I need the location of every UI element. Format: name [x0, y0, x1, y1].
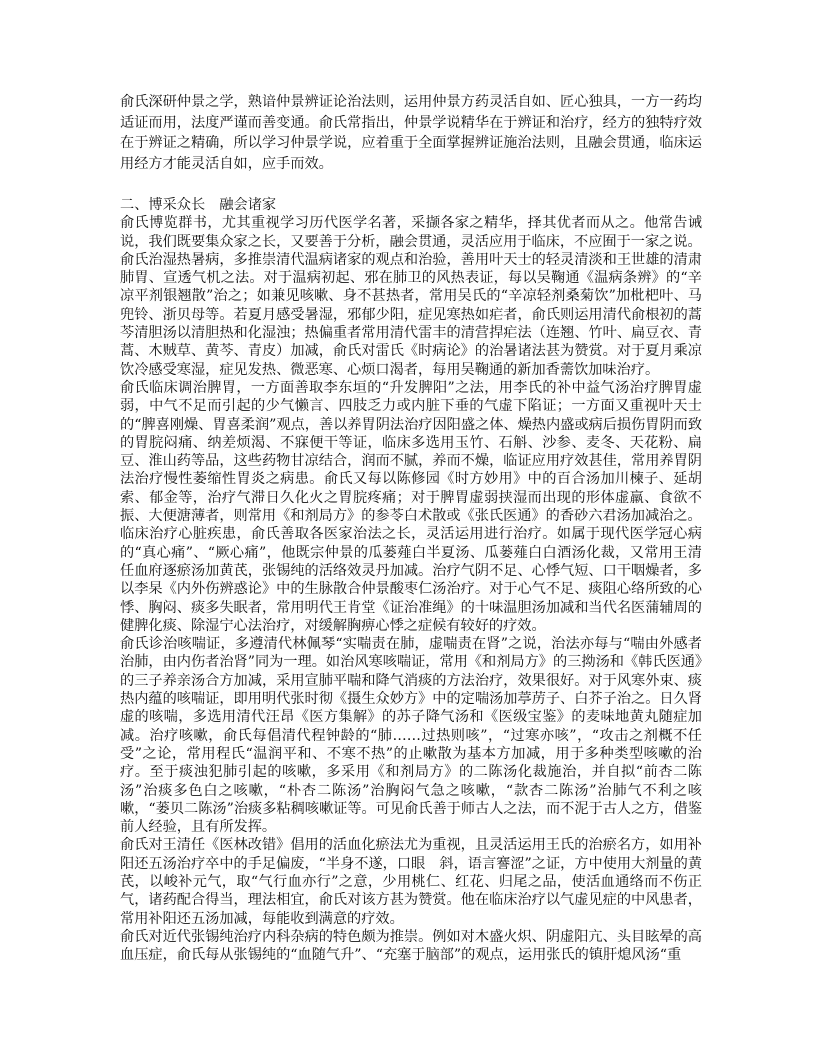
paragraph: 俞氏临床调治脾胃，一方面善取李东垣的“升发脾阳”之法，用李氏的补中益气汤治疗脾胃虚弱，中气不足而引起的少气懒言、四肢乏力或内脏下垂的气虚下陷证；一方面又重视叶天士的“脾喜刚燥、胃喜柔润”观点，善以养胃阴法治疗因阳盛之体、燥热内盛或病后损伤胃阴而致的胃脘闷痛、纳差烦渴、不寐便干等证，临床多选用玉竹、石斛、沙参、麦冬、天花粉、扁豆、淮山药等品，这些药物甘凉结合，润而不腻，养而不燥，临证应用疗效甚佳，常用养胃阴法治疗慢性萎缩性胃炎之病患。俞氏又每以陈修园《时方妙用》中的百合汤加川楝子、延胡索、郁金等，治疗气滞日久化火之胃脘疼痛；对于脾胃虚弱挟湿而出现的形体虚羸、食欲不振、大便溏薄者，则常用《和剂局方》的参苓白术散或《张氏医通》的香砂六君汤加减治之。	[120, 379, 703, 525]
section-heading: 二、博采众长 融会诸家	[120, 197, 277, 213]
paragraph: 俞氏对近代张锡纯治疗内科杂病的特色颇为推崇。例如对木盛火炽、阴虚阳亢、头目眩晕的高血压症，俞氏每从张锡纯的“血随气升”、“充塞于脑部”的观点，运用张氏的镇肝熄风汤“重	[120, 928, 702, 964]
intro-paragraph: 俞氏深研仲景之学，熟谙仲景辨证论治法则，运用仲景方药灵活自如、匠心独具，一方一药均适证而用，法度严谨而善变通。俞氏常指出，仲景学说精华在于辨证和治疗，经方的独特疗效在于辨证之精确，所以学习仲景学说，应着重于全面掌握辨证施治法则，且融会贯通，临床运用经方才能灵活自如，应手而效。	[120, 94, 702, 172]
paragraph: 俞氏诊治咳喘证，多遵清代林佩琴“实喘责在肺，虚喘责在肾”之说，治法亦每与“喘由外感者治肺，由内伤者治肾”同为一理。如治风寒咳喘证，常用《和剂局方》的三拗汤和《韩氏医通》的三子养亲汤合方加减，采用宣肺平喘和降气消痰的方法治疗，效果很好。对于风寒外束、痰热内蕴的咳喘证，即用明代张时彻《摄生众妙方》中的定喘汤加葶苈子、白芥子治之。日久肾虚的咳喘，多选用清代汪昂《医方集解》的苏子降气汤和《医级宝鉴》的麦味地黄丸随症加减。治疗咳嗽，俞氏每倡清代程钟龄的“肺……过热则咳”，“过寒亦咳”，“攻击之剂概不任受”之论，常用程氏“温润平和、不寒不热”的止嗽散为基本方加减，用于多种类型咳嗽的治疗。至于痰浊犯肺引起的咳嗽，多采用《和剂局方》的二陈汤化裁施治，并自拟“前杏二陈汤”治痰多色白之咳嗽，“朴杏二陈汤”治胸闷气急之咳嗽，“款杏二陈汤”治肺气不利之咳嗽，“蒌贝二陈汤”治痰多粘稠咳嗽证等。可见俞氏善于师古人之法，而不泥于古人之方，借鉴前人经验，且有所发挥。	[120, 636, 703, 836]
paragraph: 俞氏对王清任《医林改错》倡用的活血化瘀法尤为重视，且灵活运用王氏的治瘀名方，如用补阳还五汤治疗卒中的手足偏废，“半身不遂，口眼 斜，语言謇涩”之证，方中使用大剂量的黄芪，以峻补元气，取“气行血亦行”之意，少用桃仁、红花、归尾之品，使活血通络而不伤正气，诸药配合得当，理法相宜，俞氏对该方甚为赞赏。他在临床治疗以气虚见症的中风患者，常用补阳还五汤加减，每能收到满意的疗效。	[120, 837, 703, 927]
paragraph: 俞氏治湿热暑病，多推崇清代温病诸家的观点和治验，善用叶天士的轻灵清淡和王世雄的清肃肺胃、宣透气机之法。对于温病初起、邪在肺卫的风热表证，每以吴鞠通《温病条辨》的“辛凉平剂银翘散”治之；如兼见咳嗽、身不甚热者，常用吴氏的“辛凉轻剂桑菊饮”加枇杷叶、马兜铃、浙贝母等。若夏月感受暑湿，邪郁少阳，症见寒热如疟者，俞氏则运用清代俞根初的蒿芩清胆汤以清胆热和化湿浊；热偏重者常用清代雷丰的清营捍疟法（连翘、竹叶、扁豆衣、青蒿、木贼草、黄芩、青皮）加减，俞氏对雷氏《时病论》的治暑诸法甚为赞赏。对于夏月乘凉饮冷感受寒湿，症见发热、微恶寒、心烦口渴者，每用吴鞠通的新加香薷饮加味治疗。	[120, 251, 702, 378]
paragraph: 俞氏博览群书，尤其重视学习历代医学名著，采撷各家之精华，择其优者而从之。他常告诫说，我们既要集众家之长，又要善于分析，融会贯通，灵活应用于临床，不应囿于一家之说。	[120, 215, 702, 250]
paragraph: 临床治疗心脏疾患，俞氏善取各医家治法之长，灵活运用进行治疗。如属于现代医学冠心病的“真心痛”、“厥心痛”，他既宗仲景的瓜蒌薤白半夏汤、瓜蒌薤白白酒汤化裁，又常用王清任血府逐瘀汤加黄芪，张锡纯的活络效灵丹加减。治疗气阴不足、心悸气短、口干咽燥者，多以李杲《内外伤辨惑论》中的生脉散合仲景酸枣仁汤治疗。对于心气不足、痰阻心络所致的心悸、胸闷、痰多失眠者，常用明代王肯堂《证治准绳》的十味温胆汤加减和当代名医蒲辅周的健脾化痰、除湿宁心法治疗，对缓解胸痹心悸之症候有较好的疗效。	[120, 526, 702, 634]
section-body	[120, 214, 702, 964]
document-page	[120, 92, 702, 964]
